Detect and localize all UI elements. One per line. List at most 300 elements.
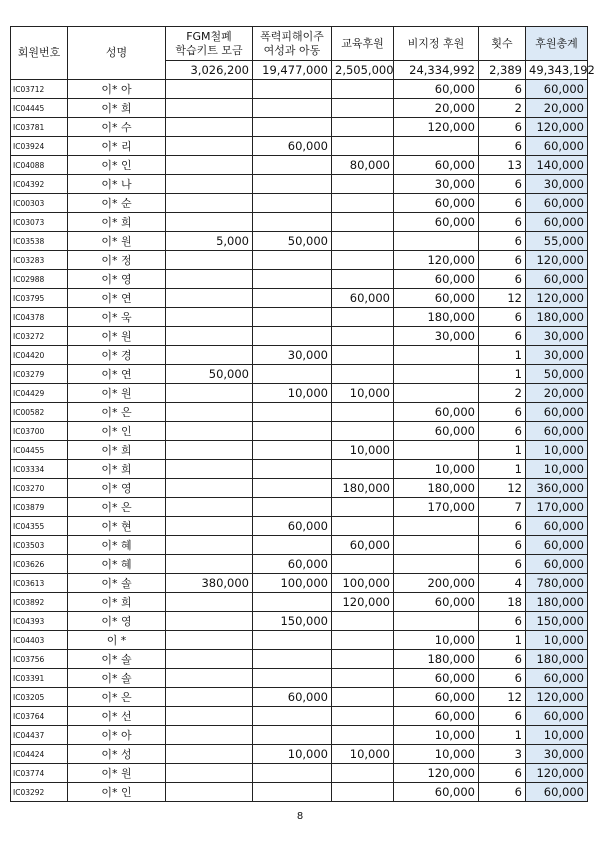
nondesignated-cell [394, 232, 479, 251]
name-cell: 이* 은 [68, 403, 166, 422]
name-cell: 이* 연 [68, 365, 166, 384]
nondesignated-cell [394, 441, 479, 460]
member-id-cell: IC03892 [11, 593, 68, 612]
total-cell: 180,000 [526, 593, 588, 612]
count-cell: 6 [479, 175, 526, 194]
member-id-cell: IC00303 [11, 194, 68, 213]
education-cell [332, 669, 394, 688]
table-row [11, 327, 588, 346]
fgm-cell [166, 99, 253, 118]
fgm-cell [166, 422, 253, 441]
violence-cell [253, 270, 332, 289]
violence-cell [253, 156, 332, 175]
count-cell: 4 [479, 574, 526, 593]
count-cell: 6 [479, 232, 526, 251]
fgm-cell [166, 688, 253, 707]
table-row [11, 137, 588, 156]
member-id-cell: IC02988 [11, 270, 68, 289]
count-cell: 2 [479, 384, 526, 403]
education-cell [332, 80, 394, 99]
total-cell: 55,000 [526, 232, 588, 251]
violence-cell [253, 213, 332, 232]
table-row [11, 726, 588, 745]
nondesignated-cell: 20,000 [394, 99, 479, 118]
member-id-cell: IC00582 [11, 403, 68, 422]
table-row [11, 213, 588, 232]
nondesignated-cell: 60,000 [394, 194, 479, 213]
count-cell: 6 [479, 422, 526, 441]
fgm-cell [166, 726, 253, 745]
fgm-cell [166, 403, 253, 422]
name-cell: 이* 솔 [68, 574, 166, 593]
member-id-cell: IC03503 [11, 536, 68, 555]
table-row [11, 517, 588, 536]
table-row [11, 669, 588, 688]
education-cell [332, 213, 394, 232]
fgm-cell [166, 498, 253, 517]
total-cell: 10,000 [526, 631, 588, 650]
total-cell: 180,000 [526, 308, 588, 327]
table-row [11, 707, 588, 726]
total-cell: 170,000 [526, 498, 588, 517]
total-cell: 60,000 [526, 669, 588, 688]
name-cell: 이* 욱 [68, 308, 166, 327]
name-cell: 이* 은 [68, 498, 166, 517]
table-row [11, 555, 588, 574]
nondesignated-cell: 120,000 [394, 251, 479, 270]
education-cell: 80,000 [332, 156, 394, 175]
total-count: 2,389 [479, 61, 526, 80]
table-row [11, 441, 588, 460]
fgm-cell [166, 783, 253, 802]
education-cell [332, 498, 394, 517]
name-cell: 이* 나 [68, 175, 166, 194]
member-id-cell: IC03279 [11, 365, 68, 384]
member-id-cell: IC03538 [11, 232, 68, 251]
name-cell: 이* 원 [68, 232, 166, 251]
table-row [11, 631, 588, 650]
col-header-total: 후원총계 [526, 27, 588, 61]
name-cell: 이* 혜 [68, 555, 166, 574]
violence-cell [253, 764, 332, 783]
fgm-cell [166, 707, 253, 726]
fgm-cell: 50,000 [166, 365, 253, 384]
member-id-cell: IC03626 [11, 555, 68, 574]
name-cell: 이* 인 [68, 422, 166, 441]
education-cell: 10,000 [332, 745, 394, 764]
member-id-cell: IC03774 [11, 764, 68, 783]
nondesignated-cell: 120,000 [394, 764, 479, 783]
nondesignated-cell: 10,000 [394, 631, 479, 650]
violence-cell [253, 99, 332, 118]
fgm-cell [166, 764, 253, 783]
member-id-cell: IC03073 [11, 213, 68, 232]
education-cell [332, 346, 394, 365]
education-cell: 180,000 [332, 479, 394, 498]
count-cell: 1 [479, 726, 526, 745]
fgm-cell [166, 384, 253, 403]
nondesignated-cell: 170,000 [394, 498, 479, 517]
table-body [11, 80, 588, 802]
total-cell: 30,000 [526, 175, 588, 194]
education-cell [332, 194, 394, 213]
member-id-cell: IC04355 [11, 517, 68, 536]
name-cell: 이* 솔 [68, 650, 166, 669]
nondesignated-cell [394, 555, 479, 574]
nondesignated-cell: 60,000 [394, 289, 479, 308]
total-cell: 60,000 [526, 555, 588, 574]
education-cell [332, 137, 394, 156]
count-cell: 6 [479, 707, 526, 726]
violence-cell [253, 118, 332, 137]
total-violence: 19,477,000 [253, 61, 332, 80]
fgm-cell [166, 612, 253, 631]
violence-cell [253, 175, 332, 194]
education-cell [332, 555, 394, 574]
education-cell [332, 99, 394, 118]
nondesignated-cell [394, 346, 479, 365]
count-cell: 3 [479, 745, 526, 764]
education-cell: 10,000 [332, 384, 394, 403]
name-cell: 이* 순 [68, 194, 166, 213]
page-number: 8 [296, 811, 304, 822]
name-cell: 이* 인 [68, 783, 166, 802]
count-cell: 6 [479, 308, 526, 327]
name-cell: 이* 아 [68, 80, 166, 99]
count-cell: 12 [479, 289, 526, 308]
total-fgm: 3,026,200 [166, 61, 253, 80]
count-cell: 6 [479, 536, 526, 555]
member-id-cell: IC03781 [11, 118, 68, 137]
violence-cell [253, 783, 332, 802]
nondesignated-cell: 60,000 [394, 80, 479, 99]
total-cell: 30,000 [526, 745, 588, 764]
violence-cell: 60,000 [253, 555, 332, 574]
total-cell: 10,000 [526, 441, 588, 460]
name-cell: 이* 원 [68, 764, 166, 783]
name-cell: 이* 희 [68, 99, 166, 118]
table-row [11, 232, 588, 251]
education-cell [332, 783, 394, 802]
total-cell: 60,000 [526, 783, 588, 802]
fgm-cell [166, 536, 253, 555]
nondesignated-cell: 60,000 [394, 156, 479, 175]
count-cell: 6 [479, 194, 526, 213]
total-cell: 120,000 [526, 118, 588, 137]
member-id-cell: IC03712 [11, 80, 68, 99]
fgm-cell [166, 213, 253, 232]
education-cell: 60,000 [332, 289, 394, 308]
name-cell: 이* 희 [68, 213, 166, 232]
nondesignated-cell: 60,000 [394, 688, 479, 707]
nondesignated-cell: 180,000 [394, 479, 479, 498]
nondesignated-cell [394, 517, 479, 536]
nondesignated-cell: 60,000 [394, 213, 479, 232]
total-cell: 140,000 [526, 156, 588, 175]
count-cell: 1 [479, 346, 526, 365]
table-row [11, 422, 588, 441]
member-id-cell: IC04429 [11, 384, 68, 403]
education-cell [332, 460, 394, 479]
count-cell: 6 [479, 669, 526, 688]
nondesignated-cell: 120,000 [394, 118, 479, 137]
member-id-cell: IC03270 [11, 479, 68, 498]
count-cell: 1 [479, 441, 526, 460]
education-cell [332, 726, 394, 745]
nondesignated-cell: 30,000 [394, 175, 479, 194]
name-cell: 이* 경 [68, 346, 166, 365]
name-cell: 이* 인 [68, 156, 166, 175]
nondesignated-cell: 10,000 [394, 726, 479, 745]
table-row [11, 479, 588, 498]
member-id-cell: IC03391 [11, 669, 68, 688]
violence-cell: 100,000 [253, 574, 332, 593]
total-cell: 10,000 [526, 726, 588, 745]
member-id-cell: IC04445 [11, 99, 68, 118]
table-row [11, 99, 588, 118]
nondesignated-cell: 200,000 [394, 574, 479, 593]
violence-cell [253, 707, 332, 726]
member-id-cell: IC04424 [11, 745, 68, 764]
violence-cell [253, 194, 332, 213]
count-cell: 7 [479, 498, 526, 517]
col-header-education: 교육후원 [332, 27, 394, 61]
total-cell: 20,000 [526, 384, 588, 403]
name-cell: 이* 솔 [68, 669, 166, 688]
education-cell [332, 308, 394, 327]
col-header-count: 횟수 [479, 27, 526, 61]
total-cell: 20,000 [526, 99, 588, 118]
member-id-cell: IC03292 [11, 783, 68, 802]
name-cell: 이* 리 [68, 137, 166, 156]
name-cell: 이* 원 [68, 327, 166, 346]
education-cell [332, 365, 394, 384]
name-cell: 이* 은 [68, 688, 166, 707]
total-cell: 60,000 [526, 270, 588, 289]
col-header-member-id: 회원번호 [11, 27, 68, 80]
violence-cell [253, 498, 332, 517]
col-header-nondesignated: 비지정 후원 [394, 27, 479, 61]
name-cell: 이* 혜 [68, 536, 166, 555]
name-cell: 이* 원 [68, 384, 166, 403]
count-cell: 1 [479, 365, 526, 384]
total-cell: 60,000 [526, 403, 588, 422]
violence-cell: 10,000 [253, 384, 332, 403]
education-cell: 100,000 [332, 574, 394, 593]
table-row [11, 745, 588, 764]
table-row [11, 498, 588, 517]
table-row [11, 156, 588, 175]
member-id-cell: IC04437 [11, 726, 68, 745]
grand-total: 49,343,192 [526, 61, 588, 80]
total-cell: 60,000 [526, 194, 588, 213]
col-header-fgm: FGM철폐 학습키트 모금 [166, 27, 253, 61]
fgm-cell [166, 745, 253, 764]
name-cell: 이* 영 [68, 270, 166, 289]
nondesignated-cell: 60,000 [394, 707, 479, 726]
violence-cell [253, 422, 332, 441]
violence-cell [253, 80, 332, 99]
violence-cell [253, 460, 332, 479]
education-cell [332, 650, 394, 669]
violence-cell: 60,000 [253, 517, 332, 536]
fgm-cell [166, 669, 253, 688]
fgm-cell [166, 194, 253, 213]
table-row [11, 593, 588, 612]
name-cell: 이* 희 [68, 593, 166, 612]
violence-cell [253, 669, 332, 688]
nondesignated-cell: 60,000 [394, 270, 479, 289]
nondesignated-cell [394, 365, 479, 384]
violence-cell: 30,000 [253, 346, 332, 365]
fgm-cell [166, 517, 253, 536]
nondesignated-cell: 10,000 [394, 745, 479, 764]
nondesignated-cell: 60,000 [394, 783, 479, 802]
fgm-cell [166, 80, 253, 99]
total-cell: 120,000 [526, 764, 588, 783]
member-id-cell: IC03756 [11, 650, 68, 669]
total-cell: 360,000 [526, 479, 588, 498]
total-education: 2,505,000 [332, 61, 394, 80]
education-cell [332, 270, 394, 289]
total-cell: 30,000 [526, 346, 588, 365]
violence-cell [253, 308, 332, 327]
nondesignated-cell: 180,000 [394, 650, 479, 669]
education-cell [332, 612, 394, 631]
count-cell: 6 [479, 327, 526, 346]
fgm-cell [166, 156, 253, 175]
count-cell: 6 [479, 251, 526, 270]
name-cell: 이* 선 [68, 707, 166, 726]
fgm-cell [166, 346, 253, 365]
table-row [11, 194, 588, 213]
table-row [11, 536, 588, 555]
member-id-cell: IC03764 [11, 707, 68, 726]
count-cell: 6 [479, 612, 526, 631]
education-cell [332, 764, 394, 783]
total-cell: 150,000 [526, 612, 588, 631]
education-cell: 120,000 [332, 593, 394, 612]
total-cell: 30,000 [526, 327, 588, 346]
member-id-cell: IC04455 [11, 441, 68, 460]
donor-table [10, 26, 595, 802]
fgm-cell [166, 289, 253, 308]
count-cell: 6 [479, 517, 526, 536]
education-cell [332, 403, 394, 422]
member-id-cell: IC03272 [11, 327, 68, 346]
violence-cell: 50,000 [253, 232, 332, 251]
fgm-cell [166, 327, 253, 346]
table-row [11, 460, 588, 479]
member-id-cell: IC03205 [11, 688, 68, 707]
violence-cell [253, 650, 332, 669]
table-row [11, 783, 588, 802]
member-id-cell: IC03795 [11, 289, 68, 308]
violence-cell [253, 479, 332, 498]
fgm-cell: 380,000 [166, 574, 253, 593]
count-cell: 2 [479, 99, 526, 118]
count-cell: 12 [479, 688, 526, 707]
member-id-cell: IC03700 [11, 422, 68, 441]
nondesignated-cell: 60,000 [394, 422, 479, 441]
count-cell: 18 [479, 593, 526, 612]
table-row [11, 650, 588, 669]
member-id-cell: IC04392 [11, 175, 68, 194]
fgm-cell [166, 270, 253, 289]
violence-cell [253, 536, 332, 555]
table-row [11, 80, 588, 99]
table-row [11, 308, 588, 327]
count-cell: 6 [479, 650, 526, 669]
fgm-cell [166, 479, 253, 498]
count-cell: 1 [479, 460, 526, 479]
name-cell: 이* 수 [68, 118, 166, 137]
name-cell: 이* 아 [68, 726, 166, 745]
count-cell: 1 [479, 631, 526, 650]
count-cell: 6 [479, 403, 526, 422]
violence-cell [253, 251, 332, 270]
count-cell: 12 [479, 479, 526, 498]
name-cell: 이 * [68, 631, 166, 650]
total-cell: 60,000 [526, 137, 588, 156]
count-cell: 6 [479, 118, 526, 137]
table-row [11, 365, 588, 384]
col-header-name: 성명 [68, 27, 166, 80]
table-row [11, 346, 588, 365]
name-cell: 이* 정 [68, 251, 166, 270]
nondesignated-cell [394, 536, 479, 555]
total-cell: 60,000 [526, 422, 588, 441]
name-cell: 이* 희 [68, 460, 166, 479]
education-cell [332, 517, 394, 536]
name-cell: 이* 성 [68, 745, 166, 764]
member-id-cell: IC04403 [11, 631, 68, 650]
member-id-cell: IC04393 [11, 612, 68, 631]
count-cell: 6 [479, 80, 526, 99]
violence-cell [253, 365, 332, 384]
education-cell: 10,000 [332, 441, 394, 460]
fgm-cell [166, 308, 253, 327]
table-row [11, 403, 588, 422]
fgm-cell [166, 441, 253, 460]
fgm-cell: 5,000 [166, 232, 253, 251]
name-cell: 이* 영 [68, 479, 166, 498]
nondesignated-cell [394, 612, 479, 631]
education-cell [332, 422, 394, 441]
fgm-cell [166, 460, 253, 479]
nondesignated-cell: 60,000 [394, 403, 479, 422]
total-cell: 60,000 [526, 536, 588, 555]
education-cell [332, 118, 394, 137]
violence-cell [253, 593, 332, 612]
violence-cell: 60,000 [253, 137, 332, 156]
education-cell [332, 327, 394, 346]
table-row [11, 688, 588, 707]
member-id-cell: IC04088 [11, 156, 68, 175]
table-row [11, 612, 588, 631]
count-cell: 6 [479, 764, 526, 783]
fgm-cell [166, 631, 253, 650]
violence-cell [253, 403, 332, 422]
name-cell: 이* 현 [68, 517, 166, 536]
member-id-cell: IC03613 [11, 574, 68, 593]
fgm-cell [166, 593, 253, 612]
violence-cell [253, 289, 332, 308]
table-row [11, 270, 588, 289]
fgm-cell [166, 118, 253, 137]
table-row [11, 574, 588, 593]
nondesignated-cell: 180,000 [394, 308, 479, 327]
